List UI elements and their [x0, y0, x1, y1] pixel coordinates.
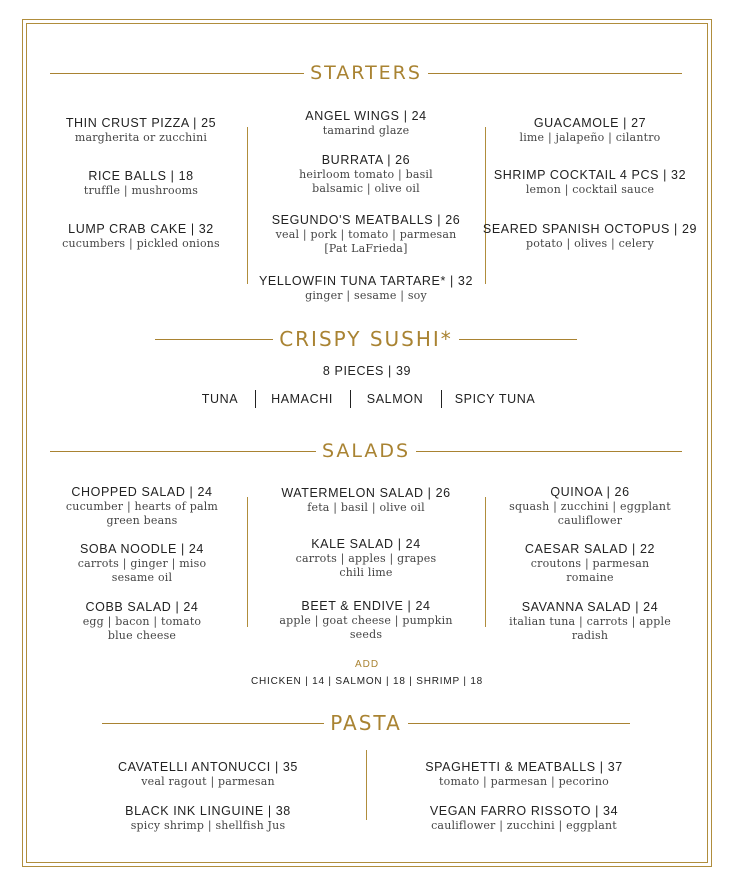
add-label: ADD: [354, 659, 380, 670]
menu-item: CAVATELLI ANTONUCCI | 35 veal ragout | parmesan: [118, 760, 298, 788]
menu-item: SOBA NOODLE | 24 carrots | ginger | miso sesame oil: [77, 542, 207, 584]
sushi-price: 8 PIECES | 39: [322, 364, 412, 378]
menu-item: GUACAMOLE | 27 lime | jalapeño | cilantro: [519, 116, 661, 144]
column-divider: [247, 127, 248, 284]
menu-item: SEGUNDO'S MEATBALLS | 26 veal | pork | tomato | parmesan [Pat LaFrieda]: [271, 213, 461, 255]
menu-item: WATERMELON SALAD | 26 feta | basil | olive oil: [281, 486, 451, 514]
menu-item: YELLOWFIN TUNA TARTARE* | 32 ginger | sesame | soy: [258, 274, 474, 302]
divider: [350, 390, 351, 408]
section-title-pasta: PASTA: [102, 711, 630, 735]
sushi-option: SALMON: [366, 392, 424, 406]
section-title-starters: STARTERS: [50, 62, 682, 84]
menu-item: BURRATA | 26 heirloom tomato | basil balsamic | olive oil: [299, 153, 433, 195]
menu-item: SHRIMP COCKTAIL 4 PCS | 32 lemon | cocktail sauce: [493, 168, 687, 196]
divider: [255, 390, 256, 408]
menu-item: BEET & ENDIVE | 24 apple | goat cheese | pumpkin seeds: [279, 599, 453, 641]
menu-item: RICE BALLS | 18 truffle | mushrooms: [83, 169, 199, 197]
section-title-crispy-sushi: CRISPY SUSHI*: [155, 327, 577, 351]
sushi-option: TUNA: [201, 392, 239, 406]
divider: [441, 390, 442, 408]
menu-item: COBB SALAD | 24 egg | bacon | tomato blue cheese: [82, 600, 202, 642]
column-divider: [485, 127, 486, 284]
menu-item: LUMP CRAB CAKE | 32 cucumbers | pickled onions: [62, 222, 220, 250]
column-divider: [485, 497, 486, 627]
menu-item: ANGEL WINGS | 24 tamarind glaze: [305, 109, 427, 137]
menu-item: QUINOA | 26 squash | zucchini | eggplant cauliflower: [509, 485, 671, 527]
add-options: CHICKEN | 14 | SALMON | 18 | SHRIMP | 18: [250, 676, 484, 687]
menu-item: CHOPPED SALAD | 24 cucumber | hearts of palm green beans: [65, 485, 219, 527]
menu-item: BLACK INK LINGUINE | 38 spicy shrimp | shellfish Jus: [125, 804, 291, 832]
menu-item: SPAGHETTI & MEATBALLS | 37 tomato | parmesan | pecorino: [425, 760, 623, 788]
menu-item: SAVANNA SALAD | 24 italian tuna | carrots | apple radish: [509, 600, 671, 642]
sushi-options: [0, 392, 734, 410]
section-title-salads: SALADS: [50, 440, 682, 462]
menu-item: KALE SALAD | 24 carrots | apples | grapes chili lime: [295, 537, 437, 579]
sushi-option: SPICY TUNA: [454, 392, 536, 406]
sushi-option: HAMACHI: [271, 392, 333, 406]
column-divider: [247, 497, 248, 627]
menu-item: SEARED SPANISH OCTOPUS | 29 potato | olives | celery: [482, 222, 698, 250]
menu-item: VEGAN FARRO RISSOTO | 34 cauliflower | zucchini | eggplant: [429, 804, 619, 832]
menu-item: THIN CRUST PIZZA | 25 margherita or zucchini: [65, 116, 217, 144]
column-divider: [366, 750, 367, 820]
menu-item: CAESAR SALAD | 22 croutons | parmesan romaine: [524, 542, 656, 584]
